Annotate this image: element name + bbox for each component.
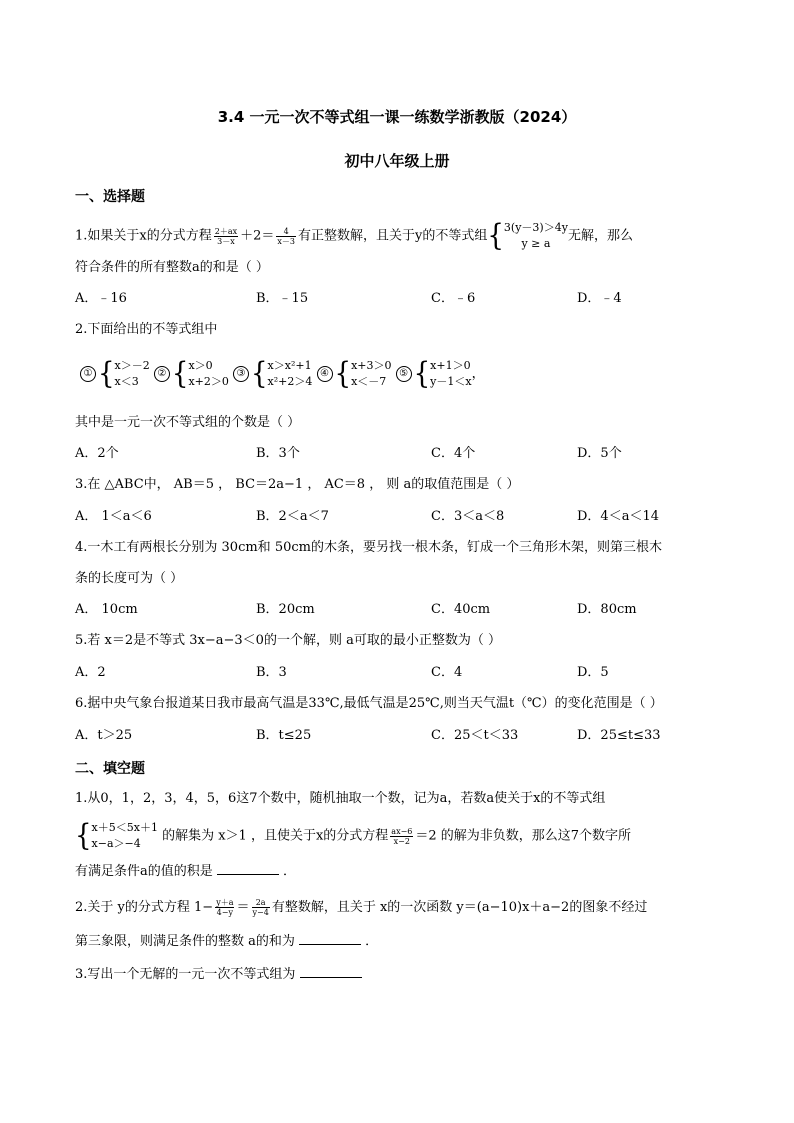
fill-1-line-1: 1.从0，1，2，3，4，5，6这7个数中，随机抽取一个数，记为a，若数a使关于x的不等式组 [75, 791, 606, 806]
q1-frac1-denominator: 3－x [217, 236, 235, 246]
q3-option-a[interactable]: A． 1＜a＜6 [75, 509, 152, 524]
q3-option-d[interactable]: D．4＜a＜14 [577, 509, 659, 524]
q1-text-a: 1.如果关于x的分式方程 [75, 228, 212, 244]
f2-fraction-1 [215, 898, 234, 917]
q3-option-c[interactable]: C．3＜a＜8 [431, 509, 505, 524]
q2-label-2: ② [154, 366, 170, 382]
q1-option-b[interactable]: B．﹣15 [256, 291, 309, 306]
q2-sys5-row-2: y－1＜x [430, 374, 472, 388]
q2-option-c[interactable]: C．4个 [431, 446, 476, 461]
question-2-stem: 2.下面给出的不等式组中 [75, 322, 218, 337]
q1-fraction-2 [276, 227, 296, 246]
q2-sys1-row-2: x＜3 [114, 374, 139, 388]
q1-option-c[interactable]: C．﹣6 [431, 291, 476, 306]
q2-sys5-row-1: x+1＞0 [430, 358, 471, 372]
q1-option-a[interactable]: A．﹣16 [75, 291, 127, 306]
q2-option-a[interactable]: A．2个 [75, 446, 119, 461]
question-4-line-1: 4.一木工有两根长分别为 30cm和 50cm的木条，要另找一根木条，钉成一个三角形木架，则第三根木 [75, 540, 662, 555]
f2-fraction-2 [252, 898, 270, 917]
q2-system-4: { x+3＞0 x＜－7 [334, 356, 392, 391]
q5-option-d[interactable]: D．5 [577, 665, 609, 680]
f1-frac-denominator: x−2 [393, 836, 410, 846]
f2-text-mid: ＝ [236, 900, 250, 915]
q1-frac2-numerator: 4 [276, 227, 296, 237]
page-subtitle: 初中八年级上册 [344, 152, 450, 170]
q4-option-c[interactable]: C．40cm [431, 602, 491, 617]
q1-text-b: 有正整数解，且关于y的不等式组 [298, 228, 488, 244]
q6-option-a[interactable]: A．t＞25 [75, 728, 133, 743]
q2-sys2-row-2: x+2＞0 [188, 374, 229, 388]
fill-3-line-1 [75, 965, 362, 984]
q2-tail: ， [471, 366, 485, 382]
q5-option-b[interactable]: B．3 [256, 665, 287, 680]
f2-text-c: 第三象限，则满足条件的整数 a的和为 [75, 934, 295, 949]
q5-option-a[interactable]: A．2 [75, 665, 106, 680]
q2-label-4: ④ [317, 366, 333, 382]
q3-option-b[interactable]: B．2＜a＜7 [256, 509, 329, 524]
q2-system-3: { x＞x²+1 x²+2＞4 [251, 356, 313, 391]
section-fill-heading: 二、填空题 [75, 761, 145, 777]
q4-option-a[interactable]: A． 10cm [75, 602, 138, 617]
question-6-stem: 6.据中央气象台报道某日我市最高气温是33℃,最低气温是25℃,则当天气温t（℃）的变化范围是（ ） [75, 696, 663, 711]
q2-sys1-row-1: x＞－2 [114, 358, 150, 372]
q1-frac1-numerator: 2＋ax [214, 226, 238, 236]
question-3-stem: 3.在 △ABC中， AB＝5 ， BC＝2a−1 ， AC＝8 ， 则 a的取值范围是（ ） [75, 477, 520, 492]
f2-frac1-numerator: y＋a [216, 898, 234, 907]
f2-frac2-numerator: 2a [252, 898, 270, 908]
question-5-stem: 5.若 x＝2是不等式 3x−a−3＜0的一个解，则 a可取的最小正整数为（ ） [75, 633, 501, 648]
fill-1-line-2 [75, 820, 631, 852]
f1-answer-blank[interactable] [217, 862, 279, 875]
q1-option-d[interactable]: D．﹣4 [577, 291, 622, 306]
f1-inequality-system: { x＋5＜5x＋1 x−a＞−4 [75, 818, 158, 854]
q1-sys-row-1: 3(y－3)＞4y [503, 221, 568, 234]
f2-end: ． [365, 934, 379, 949]
q1-frac2-denominator: x－3 [277, 236, 296, 246]
q2-label-3: ③ [233, 366, 249, 382]
question-2-systems [80, 352, 485, 402]
f3-answer-blank[interactable] [300, 965, 362, 978]
f1-fraction [390, 827, 413, 846]
f1-sys-row-2: x−a＞−4 [91, 837, 141, 850]
page-title: 3.4 一元一次不等式组一课一练数学浙教版（2024） [217, 108, 577, 126]
question-1-stem [75, 220, 633, 252]
q6-option-d[interactable]: D．25≤t≤33 [577, 728, 661, 743]
q1-sys-row-2: y ≥ a [521, 237, 551, 250]
q1-inequality-system: { 3(y－3)＞4y y ≥ a [487, 218, 568, 254]
fill-2-line-2 [75, 932, 378, 951]
q2-option-b[interactable]: B．3个 [256, 446, 300, 461]
f1-frac-numerator: ax−6 [391, 826, 413, 836]
f1-text-b: ＝2 的解为非负数，那么这7个数字所 [415, 828, 632, 844]
q6-option-b[interactable]: B．t≤25 [256, 728, 312, 743]
f2-text-a: 2.关于 y的分式方程 1− [75, 900, 214, 915]
section-choice-heading: 一、选择题 [75, 189, 145, 205]
q4-option-d[interactable]: D．80cm [577, 602, 637, 617]
q5-option-c[interactable]: C．4 [431, 665, 463, 680]
f1-text-a: 的解集为 x＞1 ，且使关于x的分式方程 [162, 828, 389, 844]
f1-end: ． [283, 864, 297, 879]
f1-text-c: 有满足条件a的值的积是 [75, 864, 213, 879]
question-2-line-2: 其中是一元一次不等式组的个数是（ ） [75, 415, 301, 430]
q2-sys2-row-1: x＞0 [188, 358, 213, 372]
f2-frac1-denominator: 4−y [216, 908, 233, 917]
f2-frac2-denominator: y−4 [252, 908, 269, 917]
question-1-line-2: 符合条件的所有整数a的和是（ ） [75, 260, 269, 275]
fill-1-line-3 [75, 862, 296, 881]
f2-answer-blank[interactable] [299, 932, 361, 945]
fill-2-line-1 [75, 898, 647, 917]
q2-sys3-row-2: x²+2＞4 [267, 374, 313, 388]
q2-system-2: { x＞0 x+2＞0 [171, 356, 229, 391]
q2-label-1: ① [80, 366, 96, 382]
q1-fraction-1 [214, 227, 238, 246]
f1-sys-row-1: x＋5＜5x＋1 [91, 821, 158, 834]
question-4-line-2: 条的长度可为（ ） [75, 571, 184, 586]
q1-text-c: 无解，那么 [567, 228, 633, 244]
q2-option-d[interactable]: D．5个 [577, 446, 622, 461]
f3-text: 3.写出一个无解的一元一次不等式组为 [75, 967, 296, 982]
q6-option-c[interactable]: C．25＜t＜33 [431, 728, 519, 743]
q2-sys3-row-1: x＞x²+1 [267, 358, 312, 372]
q2-system-1: { x＞－2 x＜3 [98, 356, 150, 391]
q2-label-5: ⑤ [396, 366, 412, 382]
q1-text-mid: ＋2＝ [240, 228, 275, 244]
q4-option-b[interactable]: B．20cm [256, 602, 315, 617]
q2-sys4-row-2: x＜－7 [351, 374, 387, 388]
f2-text-b: 有整数解，且关于 x的一次函数 y＝(a−10)x＋a−2的图象不经过 [271, 900, 648, 915]
q2-system-5: { x+1＞0 y－1＜x [413, 356, 472, 391]
q2-sys4-row-1: x+3＞0 [351, 358, 392, 372]
